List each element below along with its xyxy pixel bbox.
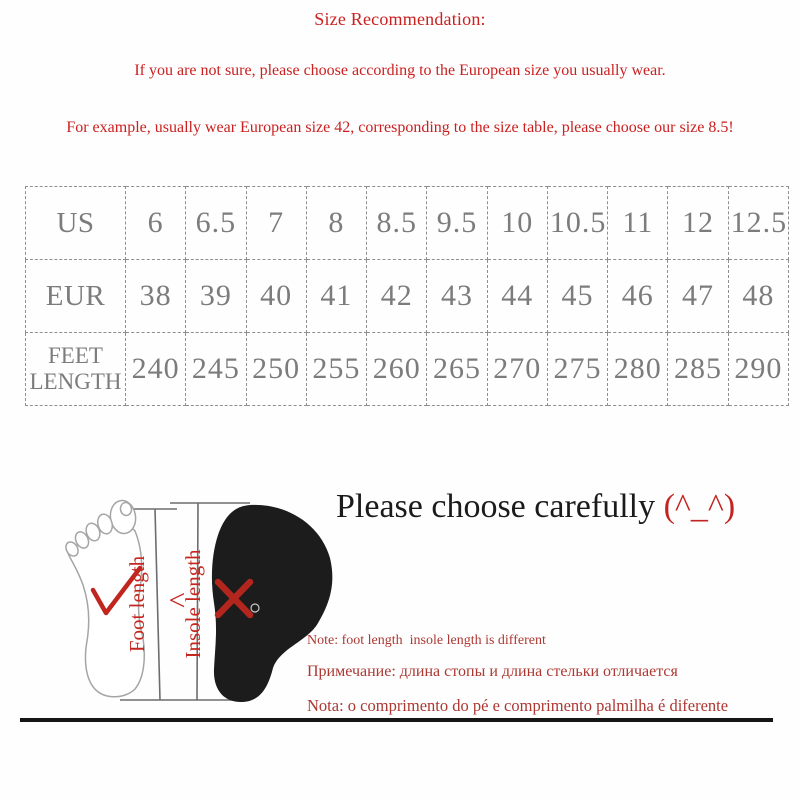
less-than-symbol: < [168, 584, 186, 617]
size-cell: 250 [246, 333, 306, 406]
row-header: FEET LENGTH [26, 333, 126, 406]
insole-length-label: Insole length [181, 549, 205, 659]
size-cell: 7 [246, 187, 306, 260]
size-cell: 42 [367, 260, 427, 333]
instruction-line-2: For example, usually wear European size 42, corresponding to the size table, please choose our size 8.5! [66, 119, 734, 136]
note-russian: Примечание: длина стопы и длина стельки отличается [307, 663, 678, 680]
size-cell: 245 [186, 333, 246, 406]
choose-carefully-text: Please choose carefully [336, 488, 664, 525]
size-cell: 8 [306, 187, 366, 260]
size-cell: 290 [728, 333, 788, 406]
size-cell: 45 [547, 260, 607, 333]
size-cell: 270 [487, 333, 547, 406]
size-cell: 40 [246, 260, 306, 333]
size-cell: 47 [668, 260, 728, 333]
size-cell: 11 [608, 187, 668, 260]
size-cell: 12 [668, 187, 728, 260]
divider-line [20, 718, 773, 722]
size-cell: 285 [668, 333, 728, 406]
foot-length-line [155, 509, 160, 700]
size-cell: 38 [126, 260, 186, 333]
size-cell: 10.5 [547, 187, 607, 260]
size-cell: 9.5 [427, 187, 487, 260]
table-row [26, 333, 789, 406]
size-cell: 6.5 [186, 187, 246, 260]
size-cell: 260 [367, 333, 427, 406]
size-cell: 46 [608, 260, 668, 333]
size-cell: 41 [306, 260, 366, 333]
page-title: Size Recommendation: [314, 9, 486, 29]
foot-measurement-diagram [40, 473, 360, 723]
size-table-body [26, 187, 789, 406]
table-row [26, 187, 789, 260]
size-cell: 6 [126, 187, 186, 260]
note-english: Note: foot length insole length is different [307, 633, 546, 648]
instruction-line-1: If you are not sure, please choose according to the European size you usually wear. [134, 62, 666, 79]
size-cell: 10 [487, 187, 547, 260]
table-row [26, 260, 789, 333]
size-cell: 8.5 [367, 187, 427, 260]
row-header: EUR [26, 260, 126, 333]
size-cell: 275 [547, 333, 607, 406]
note-portuguese: Nota: o comprimento do pé e comprimento palmilha é diferente [307, 696, 729, 715]
size-cell: 43 [427, 260, 487, 333]
size-cell: 39 [186, 260, 246, 333]
size-table [25, 186, 789, 406]
size-cell: 12.5 [728, 187, 788, 260]
size-cell: 265 [427, 333, 487, 406]
choose-carefully-title [336, 488, 796, 526]
size-cell: 44 [487, 260, 547, 333]
size-cell: 48 [728, 260, 788, 333]
size-cell: 255 [306, 333, 366, 406]
row-header: US [26, 187, 126, 260]
size-cell: 280 [608, 333, 668, 406]
size-cell: 240 [126, 333, 186, 406]
foot-length-label: Foot length [125, 555, 149, 653]
emoticon-text: (^_^) [663, 488, 736, 525]
